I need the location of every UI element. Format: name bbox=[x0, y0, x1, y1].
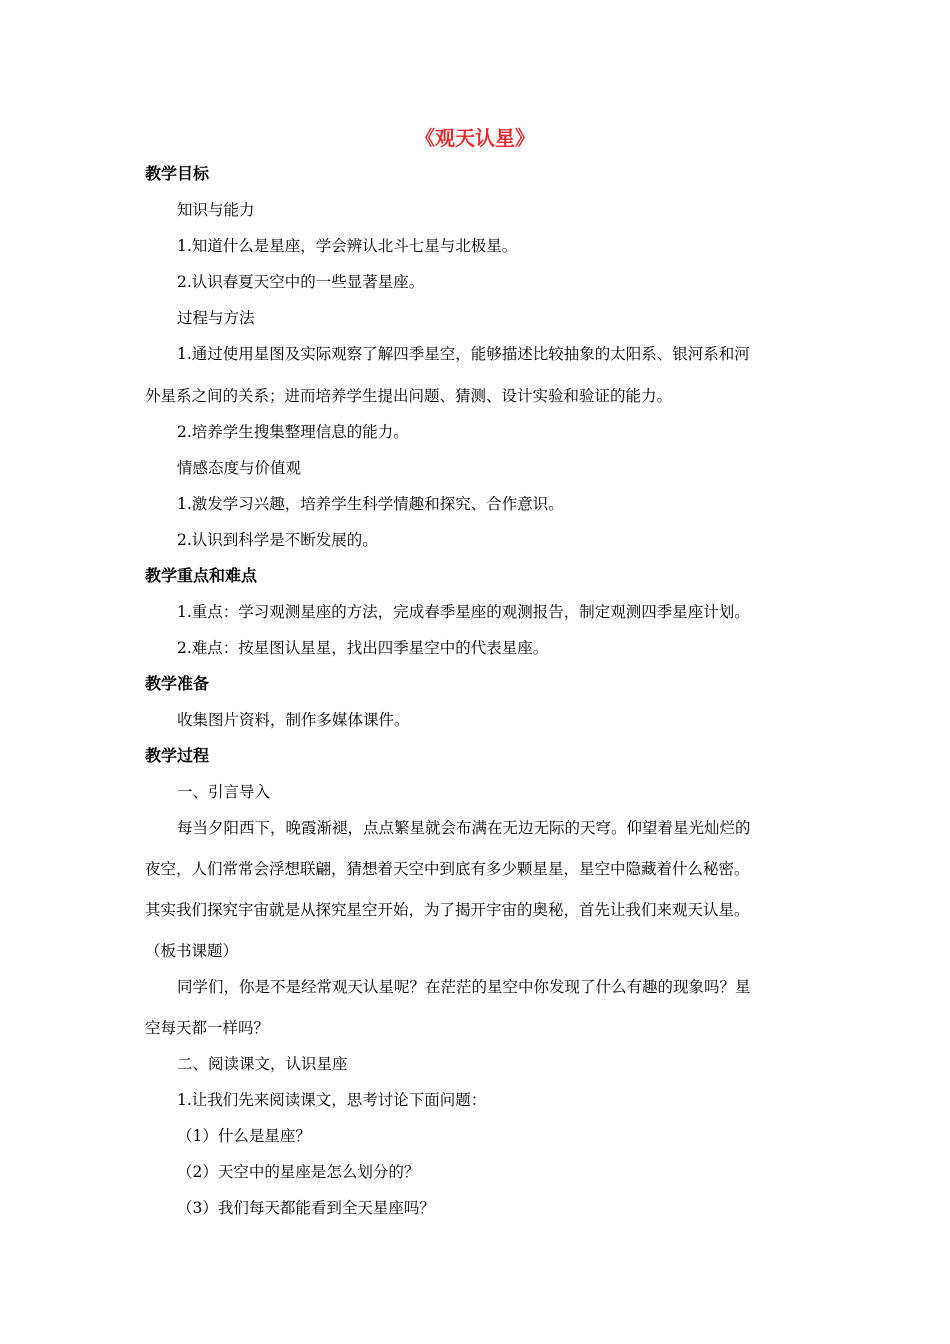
document-title: 《观天认星》 bbox=[415, 126, 535, 150]
paragraph: 空每天都一样吗？ bbox=[145, 1019, 270, 1037]
paragraph: 收集图片资料，制作多媒体课件。 bbox=[177, 711, 410, 729]
paragraph: 夜空，人们常常会浮想联翩，猜想着天空中到底有多少颗星星，星空中隐藏着什么秘密。 bbox=[145, 860, 750, 878]
subheading-emotion: 情感态度与价值观 bbox=[177, 459, 302, 477]
paragraph: （板书课题） bbox=[145, 942, 239, 960]
paragraph: 1.知道什么是星座，学会辨认北斗七星与北极星。 bbox=[177, 237, 518, 255]
subheading-intro: 一、引言导入 bbox=[177, 783, 271, 801]
subheading-knowledge: 知识与能力 bbox=[177, 201, 255, 219]
paragraph: 其实我们探究宇宙就是从探究星空开始，为了揭开宇宙的奥秘，首先让我们来观天认星。 bbox=[145, 901, 750, 919]
question-item: （1）什么是星座？ bbox=[177, 1127, 311, 1145]
paragraph: 外星系之间的关系；进而培养学生提出问题、猜测、设计实验和验证的能力。 bbox=[145, 387, 673, 405]
paragraph: 每当夕阳西下，晚霞渐褪，点点繁星就会布满在无边无际的天穹。仰望着星光灿烂的 bbox=[177, 819, 751, 837]
paragraph: 1.通过使用星图及实际观察了解四季星空，能够描述比较抽象的太阳系、银河系和河 bbox=[177, 345, 750, 363]
subheading-process-method: 过程与方法 bbox=[177, 309, 255, 327]
paragraph: 2.培养学生搜集整理信息的能力。 bbox=[177, 423, 409, 441]
heading-teaching-process: 教学过程 bbox=[145, 746, 210, 765]
heading-key-points: 教学重点和难点 bbox=[145, 566, 258, 585]
paragraph: 1.激发学习兴趣，培养学生科学情趣和探究、合作意识。 bbox=[177, 495, 564, 513]
question-item: （2）天空中的星座是怎么划分的？ bbox=[177, 1163, 420, 1181]
subheading-read-text: 二、阅读课文，认识星座 bbox=[177, 1055, 348, 1073]
paragraph: 2.认识到科学是不断发展的。 bbox=[177, 531, 378, 549]
paragraph: 2.难点：按星图认星星，找出四季星空中的代表星座。 bbox=[177, 639, 549, 657]
paragraph: 同学们，你是不是经常观天认星呢？在茫茫的星空中你发现了什么有趣的现象吗？星 bbox=[177, 978, 751, 996]
question-item: （3）我们每天都能看到全天星座吗？ bbox=[177, 1199, 435, 1217]
heading-preparation: 教学准备 bbox=[145, 674, 210, 693]
heading-teaching-goals: 教学目标 bbox=[145, 164, 210, 183]
paragraph: 1.重点：学习观测星座的方法，完成春季星座的观测报告，制定观测四季星座计划。 bbox=[177, 603, 750, 621]
paragraph: 2.认识春夏天空中的一些显著星座。 bbox=[177, 273, 425, 291]
paragraph: 1.让我们先来阅读课文，思考讨论下面问题： bbox=[177, 1091, 487, 1109]
